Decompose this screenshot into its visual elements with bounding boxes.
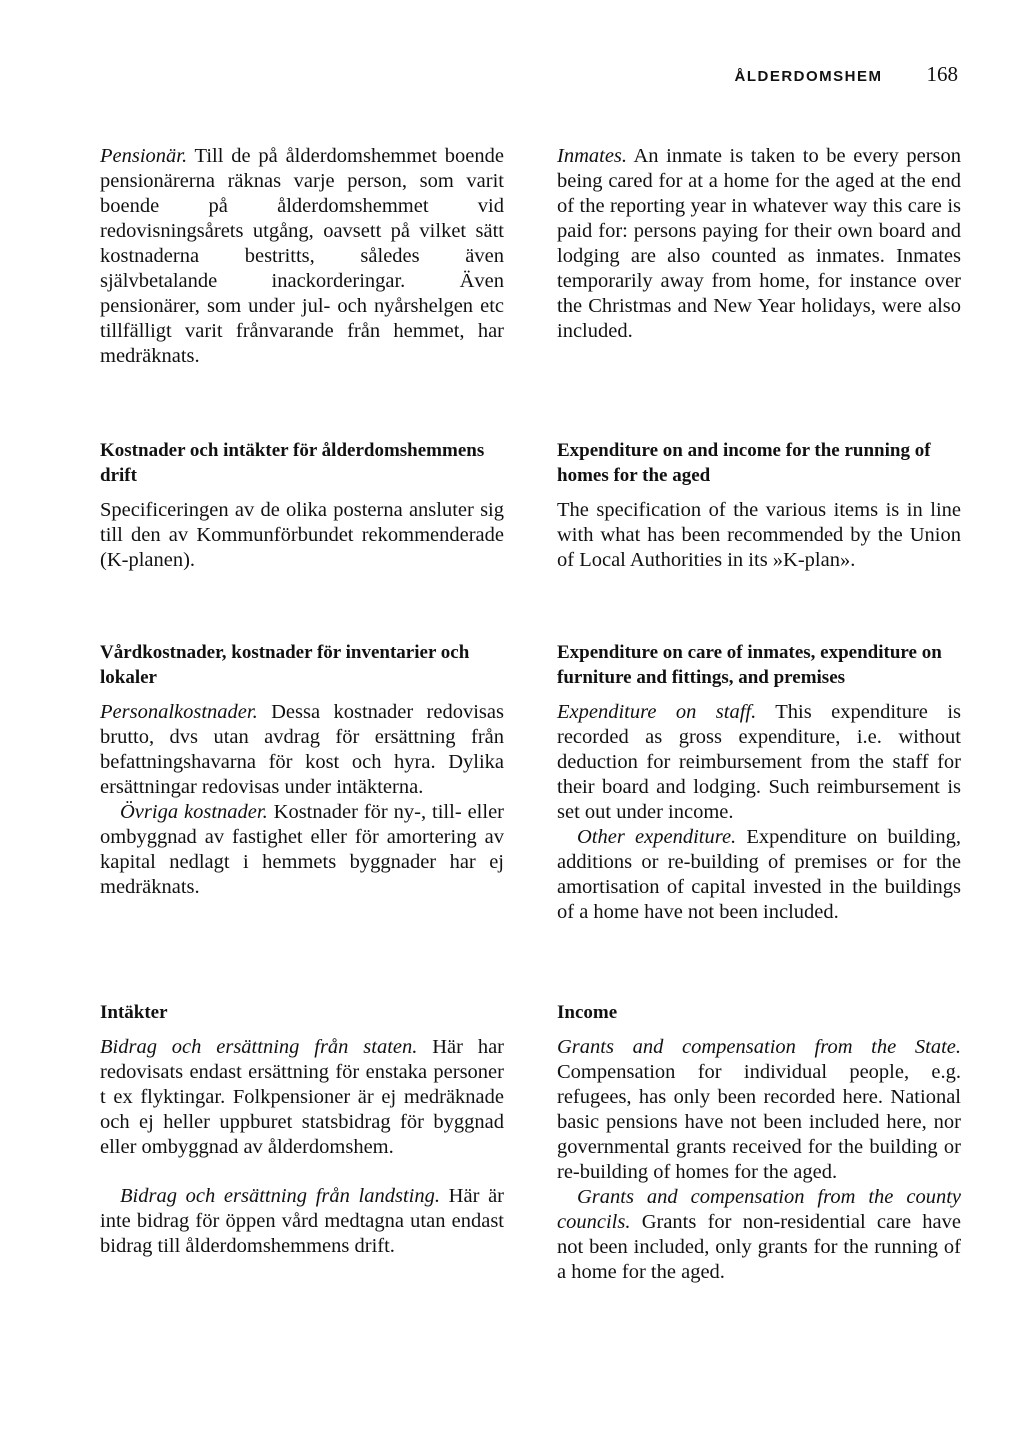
sv-section-kostnader: [100, 438, 504, 573]
sv-bidrag-staten-paragraph: [100, 1035, 504, 1160]
en-state-grants-term: Grants and compensation from the State.: [557, 1036, 961, 1058]
en-county-grants-text: Grants for non-residential care have not been included, only grants for the running of a home for the aged.: [557, 1211, 961, 1283]
en-section-inmates: [557, 144, 961, 344]
sv-pensionar-paragraph: [100, 144, 504, 369]
sv-personalkostnader-text: Dessa kostnader redovisas brutto, dvs utan avdrag för ersättning från befattningshavarna för kost och hyra. Dylika ersättningar redovisas under intäkterna.: [100, 701, 504, 798]
sv-bidrag-landsting-term: Bidrag och ersättning från landsting.: [120, 1185, 440, 1207]
en-state-grants-paragraph: [557, 1035, 961, 1185]
sv-kostnader-text: Specificeringen av de olika posterna ansluter sig till den av Kommunförbundet rekommenderade (K-planen).: [100, 499, 504, 571]
sv-personalkostnader-term: Personalkostnader.: [100, 701, 258, 723]
en-staff-expenditure-text: This expenditure is recorded as gross expenditure, i.e. without deduction for reimbursement from the staff for their board and lodging. Such reimbursement is set out under income.: [557, 701, 961, 823]
en-other-expenditure-paragraph: [557, 825, 961, 925]
sv-personalkostnader-paragraph: [100, 700, 504, 800]
sv-bidrag-staten-text: Här har redovisats endast ersättning för enstaka personer t ex flyktingar. Folkpensioner är ej medräknade och ej heller uppburet statsbidrag för byggnad eller ombyggnad av ålderdomshem.: [100, 1036, 505, 1158]
en-inmates-text: An inmate is taken to be every person being cared for at a home for the aged at the end of the reporting year in whatever way this care is paid for: persons paying for their own board and lodging are also counted as inmates. Inmates temporarily away from home, for instance over the Christmas and New Year holidays, were also included.: [557, 145, 961, 342]
en-care-expenditure-heading: Expenditure on care of inmates, expenditure on furniture and fittings, and premises: [557, 642, 942, 688]
sv-ovriga-kostnader-term: Övriga kostnader.: [120, 801, 268, 823]
en-staff-expenditure-term: Expenditure on staff.: [557, 701, 757, 723]
sv-section-intakter: [100, 1000, 504, 1259]
sv-kostnader-heading: Kostnader och intäkter för ålderdomshemmens drift: [100, 440, 485, 486]
en-income-heading: Income: [557, 1002, 618, 1023]
en-inmates-paragraph: [557, 144, 961, 344]
sv-bidrag-staten-term: Bidrag och ersättning från staten.: [100, 1036, 418, 1058]
en-section-care-expenditure: [557, 640, 961, 925]
en-state-grants-text: Compensation for individual people, e.g. refugees, has only been recorded here. National basic pensions have not been included here, nor governmental grants received for the building or re-building of homes for the aged.: [557, 1061, 961, 1183]
en-county-grants-paragraph: [557, 1185, 961, 1285]
sv-section-pensionar: [100, 144, 504, 369]
en-county-grants-term: Grants and compensation from the county councils.: [557, 1186, 961, 1233]
en-expenditure-income-heading: Expenditure on and income for the running of homes for the aged: [557, 440, 931, 486]
sv-intakter-heading: Intäkter: [100, 1002, 168, 1023]
en-staff-expenditure-paragraph: [557, 700, 961, 825]
en-section-income: [557, 1000, 961, 1285]
sv-vardkostnader-heading: Vårdkostnader, kostnader för inventarier och lokaler: [100, 642, 470, 688]
sv-ovriga-kostnader-paragraph: [100, 800, 504, 900]
sv-bidrag-landsting-paragraph: [100, 1184, 504, 1259]
sv-pensionar-text: Till de på ålderdomshemmet boende pensionärerna räknas varje person, som varit boende på ålderdomshemmet vid redovisningsårets utgång, oavsett på vilket sätt kostnaderna bestritts, således även självbetalande inackorderingar. Även pensionärer, som under jul- och nyårshelgen etc tillfälligt varit frånvarande från hemmet, har medräknats.: [100, 145, 504, 367]
sv-ovriga-kostnader-text: Kostnader för ny-, till- eller ombyggnad av fastighet eller för amortering av kapital nedlagt i hemmets byggnader har ej medräknats.: [100, 801, 504, 898]
en-other-expenditure-text: Expenditure on building, additions or re-building of premises or for the amortisation of capital invested in the buildings of a home have not been included.: [557, 826, 961, 923]
en-expenditure-income-text: The specification of the various items is in line with what has been recommended by the Union of Local Authorities in its »K-plan».: [557, 499, 961, 571]
en-inmates-term: Inmates.: [557, 145, 628, 167]
en-section-expenditure-income: [557, 438, 961, 573]
sv-pensionar-term: Pensionär.: [100, 145, 188, 167]
page-header: [735, 62, 959, 87]
sv-bidrag-landsting-text: Här är inte bidrag för öppen vård medtagna utan endast bidrag till ålderdomshemmens drift.: [100, 1185, 504, 1257]
page-number: 168: [926, 62, 958, 86]
sv-section-vardkostnader: [100, 640, 504, 900]
en-other-expenditure-term: Other expenditure.: [577, 826, 737, 848]
running-head: ÅLDERDOMSHEM: [734, 68, 883, 85]
